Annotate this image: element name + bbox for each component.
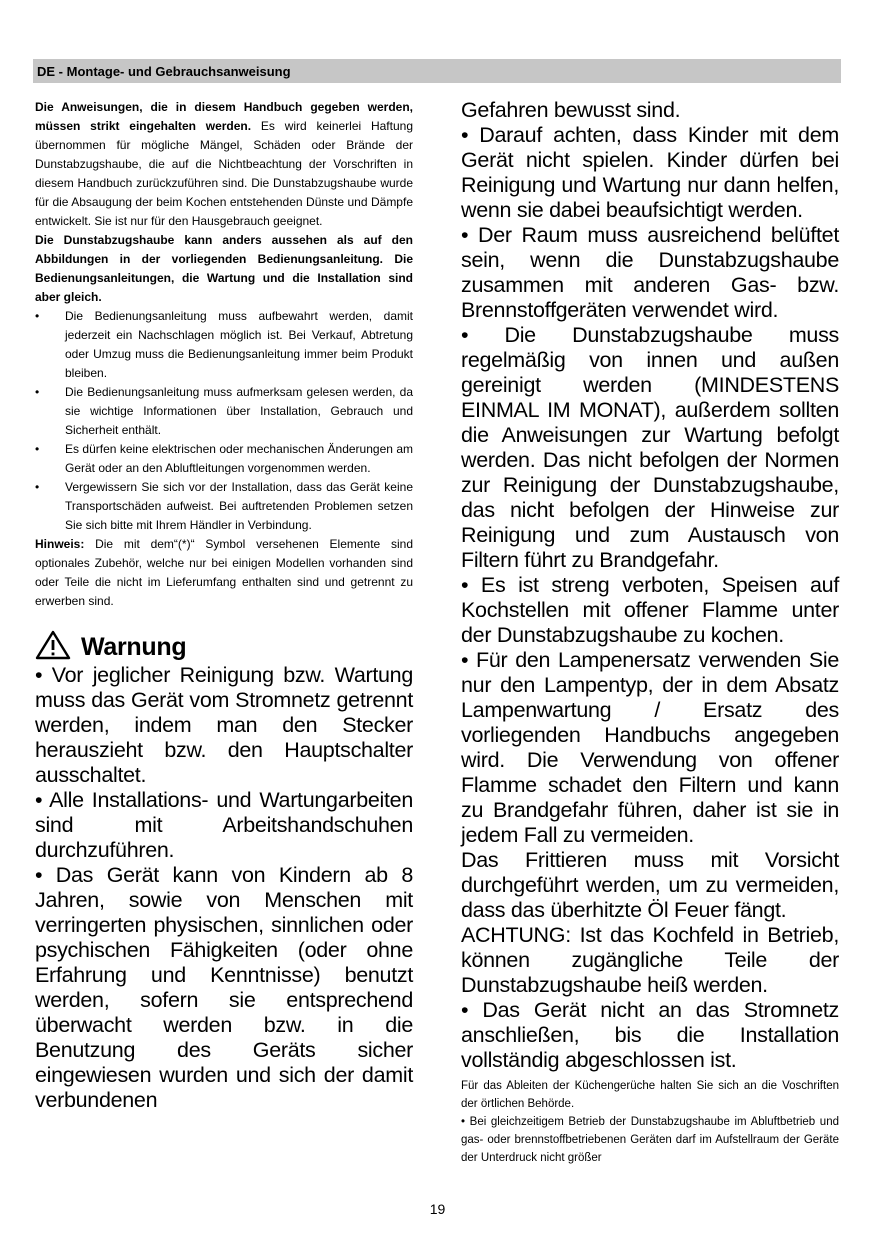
instruction-list [35, 307, 413, 535]
warning-title: Warnung [81, 632, 187, 661]
warning-heading [35, 631, 413, 663]
list-item: • Es dürfen keine elektrischen oder mechanischen Änderungen am Gerät oder an den Abluftleitungen vorgenommen werden. [35, 440, 413, 478]
safety-paragraph: • Die Dunstabzugshaube muss regelmäßig von innen und außen gereinigt werden (MINDESTENS EINMAL IM MONAT), außerdem sollten die Anweisungen zur Wartung befolgt werden. Das nicht befolgen der Normen zur Reinigung der Dunstabzugshaube, das nicht befolgen der Hinweise zur Reinigung und zum Austausch von Filtern führt zu Brandgefahr. [461, 323, 839, 572]
accessory-note [35, 535, 413, 611]
safety-paragraph: ACHTUNG: Ist das Kochfeld in Betrieb, können zugängliche Teile der Dunstabzugshaube heiß werden. [461, 923, 839, 997]
safety-paragraph: • Es ist streng verboten, Speisen auf Kochstellen mit offener Flamme unter der Dunstabzugshaube zu kochen. [461, 573, 839, 647]
appearance-note: Die Dunstabzugshaube kann anders aussehen als auf den Abbildungen in der vorliegenden Bedienungsanleitung. Die Bedienungsanleitungen, die Wartung und die Installation sind aber gleich. [35, 233, 413, 304]
intro-text: Es wird keinerlei Haftung übernommen für mögliche Mängel, Schäden oder Brände der Dunstabzugshaube, die auf die Nichtbeachtung der Vorschriften in diesem Handbuch zurückzuführen sind. Die Dunstabzugshaube wurde für die Absaugung der beim Kochen entstehenden Dünste und Dämpfe entwickelt. Sie ist nur für den Hausgebrauch geeignet. [35, 119, 414, 228]
list-item: • Die Bedienungsanleitung muss aufmerksam gelesen werden, da sie wichtige Informationen über Installation, Gebrauch und Sicherheit enthält. [35, 383, 413, 440]
warning-paragraph: • Alle Installations- und Wartungarbeiten sind mit Arbeitshandschuhen durchzuführen. [35, 788, 413, 862]
note-text: Die mit dem“(*)“ Symbol versehenen Elemente sind optionales Zubehör, welche nur bei einigen Modellen vorhanden sind oder Teile die nicht im Lieferumfang enthalten sind und getrennt zu erwerben sind. [35, 537, 413, 608]
list-item: • Vergewissern Sie sich vor der Installation, dass das Gerät keine Transportschäden aufweist. Bei auftretenden Problemen setzen Sie sich bitte mit Ihrem Händler in Verbindung. [35, 478, 413, 535]
section-title: DE - Montage- und Gebrauchsanweisung [37, 64, 291, 79]
safety-paragraph: • Der Raum muss ausreichend belüftet sein, wenn die Dunstabzugshaube zusammen mit anderen Gas- bzw. Brennstoffgeräten verwendet wird. [461, 223, 839, 322]
safety-paragraph: • Darauf achten, dass Kinder mit dem Gerät nicht spielen. Kinder dürfen bei Reinigung und Wartung nur dann helfen, wenn sie dabei beaufsichtigt werden. [461, 123, 839, 222]
intro-bold-text: Die Anweisungen, die in diesem Handbuch gegeben werden, müssen strikt eingehalten werden. [35, 100, 413, 133]
section-header-bar [33, 59, 841, 83]
safety-paragraph: Das Frittieren muss mit Vorsicht durchgeführt werden, um zu vermeiden, dass das überhitzte Öl Feuer fängt. [461, 848, 839, 922]
left-column [35, 98, 413, 1113]
warning-paragraph: • Vor jeglicher Reinigung bzw. Wartung muss das Gerät vom Stromnetz getrennt werden, indem man den Stecker herauszieht bzw. den Hauptschalter ausschaltet. [35, 663, 413, 787]
list-item: • Die Bedienungsanleitung muss aufbewahrt werden, damit jederzeit ein Nachschlagen möglich ist. Bei Verkauf, Abtretung oder Umzug muss die Bedienungsanleitung immer beim Produkt bleiben. [35, 307, 413, 383]
right-column [461, 98, 839, 1167]
warning-triangle-icon [35, 630, 71, 665]
intro-paragraph [35, 98, 413, 231]
small-paragraph: Für das Ableiten der Küchengerüche halten Sie sich an die Voschriften der örtlichen Behörde. [461, 1080, 839, 1110]
warning-paragraph: • Das Gerät kann von Kindern ab 8 Jahren, sowie von Menschen mit verringerten physischen, sinnlichen oder psychischen Fähigkeiten (oder ohne Erfahrung und Kenntnisse) benutzt werden, sofern sie entsprechend überwacht werden bzw. in die Benutzung des Geräts sicher eingewiesen wurden und sich der damit verbundenen [35, 863, 413, 1112]
note-label: Hinweis: [35, 537, 85, 551]
safety-paragraph: • Für den Lampenersatz verwenden Sie nur den Lampentyp, der in dem Absatz Lampenwartung / Ersatz des vorliegenden Handbuchs angegeben wird. Die Verwendung von offener Flamme schadet den Filtern und kann zu Brandgefahr führen, daher ist sie in jedem Fall zu vermeiden. [461, 648, 839, 847]
page-number: 19 [429, 1201, 446, 1217]
safety-paragraph: • Das Gerät nicht an das Stromnetz anschließen, bis die Installation vollständig abgeschlossen ist. [461, 998, 839, 1072]
safety-paragraph: Gefahren bewusst sind. [461, 98, 681, 122]
small-paragraph: • Bei gleichzeitigem Betrieb der Dunstabzugshaube im Abluftbetrieb und gas- oder brennstoffbetriebenen Geräten darf im Aufstellraum der Geräte der Unterdruck nicht größer [461, 1116, 839, 1164]
